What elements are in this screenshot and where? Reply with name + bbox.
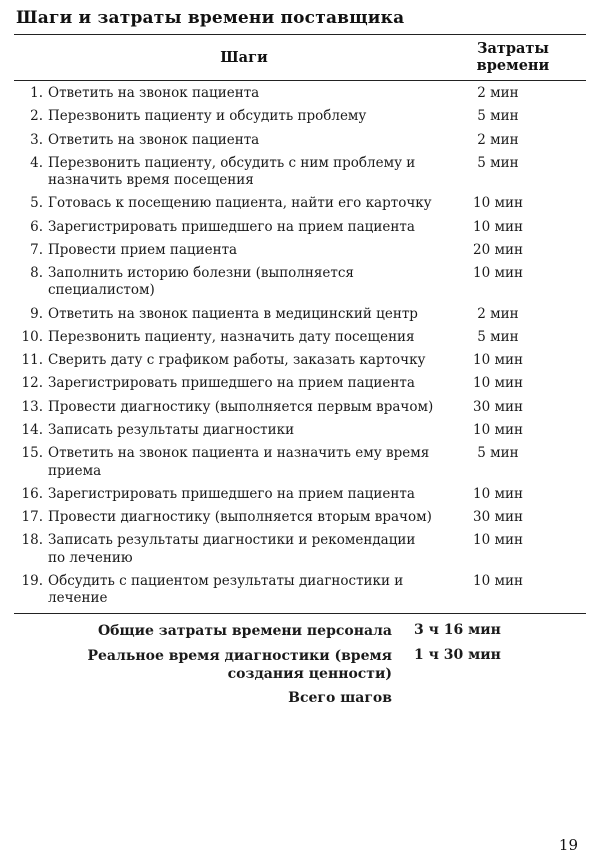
row-number: 1. xyxy=(30,85,43,101)
row-time: 2 мин xyxy=(477,85,519,101)
row-time: 5 мин xyxy=(477,328,519,345)
row-number: 19. xyxy=(21,572,43,589)
row-step: Перезвонить пациенту, обсудить с ним проблему и назначить время посещения xyxy=(48,154,416,189)
row-number: 8. xyxy=(30,265,43,282)
row-number: 4. xyxy=(30,154,43,171)
table-row xyxy=(14,151,586,192)
table-body xyxy=(14,81,586,610)
table-row xyxy=(14,418,586,441)
table-row xyxy=(14,81,586,105)
row-step: Сверить дату с графиком работы, заказать карточку xyxy=(48,352,426,369)
row-number: 10. xyxy=(21,328,43,345)
table-row xyxy=(14,371,586,394)
row-number: 7. xyxy=(30,241,43,258)
row-number: 5. xyxy=(30,195,43,212)
row-step: Ответить на звонок пациента xyxy=(48,131,260,148)
row-number: 15. xyxy=(21,445,43,462)
row-time: 2 мин xyxy=(477,305,519,322)
row-step: Обсудить с пациентом результаты диагностики и лечение xyxy=(48,572,404,607)
table-row xyxy=(14,505,586,528)
row-time: 20 мин xyxy=(473,241,523,258)
totals-table xyxy=(14,619,586,710)
total-label: Реальное время диагностики (время создания ценности) xyxy=(87,647,392,682)
row-time: 10 мин xyxy=(473,421,523,438)
table-row xyxy=(14,325,586,348)
row-time: 10 мин xyxy=(473,375,523,392)
row-time: 5 мин xyxy=(477,445,519,462)
row-number: 18. xyxy=(21,532,43,549)
table-row xyxy=(14,191,586,214)
row-step: Ответить на звонок пациента в медицинский центр xyxy=(48,305,418,322)
row-time: 10 мин xyxy=(473,218,523,235)
totals-row xyxy=(14,686,586,710)
row-step: Ответить на звонок пациента xyxy=(48,85,260,101)
row-time: 5 мин xyxy=(477,154,519,171)
steps-table xyxy=(14,35,586,609)
row-time: 5 мин xyxy=(477,108,519,125)
row-time: 10 мин xyxy=(473,485,523,502)
row-step: Записать результаты диагностики xyxy=(48,421,295,438)
row-number: 13. xyxy=(21,398,43,415)
row-time: 10 мин xyxy=(473,352,523,369)
row-step: Заполнить историю болезни (выполняется специалистом) xyxy=(48,265,354,299)
row-time: 10 мин xyxy=(473,572,523,589)
row-number: 9. xyxy=(30,305,43,322)
row-step: Провести диагностику (выполняется вторым врачом) xyxy=(48,509,432,526)
table-bottom-divider xyxy=(14,613,586,614)
table-row xyxy=(14,395,586,418)
row-number: 12. xyxy=(21,375,43,392)
row-number: 3. xyxy=(30,131,43,148)
total-value: 1 ч 30 мин xyxy=(414,646,501,663)
page-title: Шаги и затраты времени поставщика xyxy=(16,8,405,28)
row-step: Перезвонить пациенту и обсудить проблему xyxy=(48,108,367,125)
row-time: 10 мин xyxy=(473,532,523,549)
row-number: 11. xyxy=(21,352,43,369)
row-number: 6. xyxy=(30,218,43,235)
row-number: 16. xyxy=(21,485,43,502)
table-row xyxy=(14,441,586,482)
totals-row xyxy=(14,644,586,686)
row-time: 30 мин xyxy=(473,509,523,526)
header-time: Затраты времени xyxy=(440,35,586,81)
row-number: 2. xyxy=(30,108,43,125)
page-number: 19 xyxy=(558,836,578,854)
total-value xyxy=(406,686,586,710)
total-label: Общие затраты времени персонала xyxy=(97,623,392,640)
row-step: Записать результаты диагностики и рекомендации по лечению xyxy=(48,532,416,566)
table-row xyxy=(14,569,586,610)
table-row xyxy=(14,482,586,505)
row-time: 10 мин xyxy=(473,195,523,212)
row-step: Ответить на звонок пациента и назначить ему время приема xyxy=(48,445,430,479)
row-time: 30 мин xyxy=(473,398,523,415)
table-row xyxy=(14,348,586,371)
row-step: Провести диагностику (выполняется первым врачом) xyxy=(48,398,434,415)
row-time: 10 мин xyxy=(473,265,523,282)
row-step: Провести прием пациента xyxy=(48,241,238,258)
totals-row xyxy=(14,619,586,643)
row-step: Готовась к посещению пациента, найти его карточку xyxy=(48,195,432,212)
row-step: Зарегистрировать пришедшего на прием пациента xyxy=(48,485,415,502)
row-number: 17. xyxy=(21,509,43,526)
row-step: Перезвонить пациенту, назначить дату посещения xyxy=(48,328,415,345)
table-header xyxy=(14,35,586,81)
total-value: 3 ч 16 мин xyxy=(414,622,501,639)
table-row xyxy=(14,261,586,302)
row-step: Зарегистрировать пришедшего на прием пациента xyxy=(48,218,415,235)
table-row xyxy=(14,302,586,325)
header-number-blank xyxy=(14,35,48,81)
table-row xyxy=(14,104,586,127)
table-row xyxy=(14,238,586,261)
header-steps: Шаги xyxy=(48,35,440,81)
row-time: 2 мин xyxy=(477,131,519,148)
table-row xyxy=(14,215,586,238)
row-number: 14. xyxy=(21,421,43,438)
table-row xyxy=(14,528,586,569)
row-step: Зарегистрировать пришедшего на прием пациента xyxy=(48,375,415,392)
total-label: Всего шагов xyxy=(288,689,392,706)
table-row xyxy=(14,128,586,151)
